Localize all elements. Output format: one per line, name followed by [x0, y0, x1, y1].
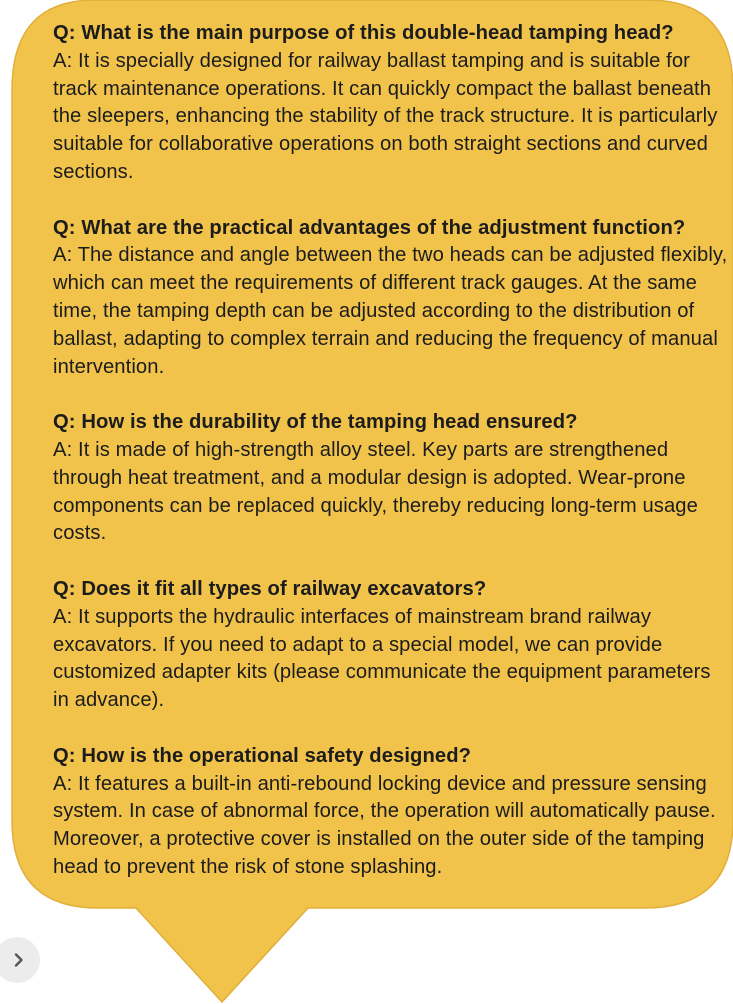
faq-item — [53, 743, 729, 882]
faq-item — [53, 20, 729, 187]
faq-answer: A: It supports the hydraulic interfaces of mainstream brand railway excavators. If you need to adapt to a special model, we can provide customized adapter kits (please communicate the equipment parameters in advance). — [53, 605, 711, 712]
faq-item — [53, 576, 729, 715]
faq-answer: A: It features a built-in anti-rebound locking device and pressure sensing system. In case of abnormal force, the operation will automatically pause. Moreover, a protective cover is installed on the outer side of the tamping head to prevent the risk of stone splashing. — [53, 772, 716, 878]
faq-question: Q: How is the operational safety designed? — [53, 744, 472, 767]
faq-item — [53, 409, 729, 548]
faq-answer: A: It is specially designed for railway ballast tamping and is suitable for track maintenance operations. It can quickly compact the ballast beneath the sleepers, enhancing the stability of the track structure. It is particularly suitable for collaborative operations on both straight sections and curved sections. — [53, 49, 718, 183]
chevron-right-icon — [11, 952, 27, 968]
faq-question: Q: What is the main purpose of this double-head tamping head? — [53, 22, 674, 44]
faq-answer: A: The distance and angle between the two heads can be adjusted flexibly, which can meet the requirements of different track gauges. At the same time, the tamping depth can be adjusted according to the distribution of ballast, adapting to complex terrain and reducing the frequency of manual intervention. — [53, 244, 728, 378]
faq-question: Q: How is the durability of the tamping head ensured? — [53, 411, 578, 434]
faq-question: Q: What are the practical advantages of the adjustment function? — [53, 216, 686, 239]
faq-answer: A: It is made of high-strength alloy steel. Key parts are strengthened through heat treatment, and a modular design is adopted. Wear-prone components can be replaced quickly, thereby reducing long-term usage costs. — [53, 438, 698, 545]
faq-list — [53, 20, 729, 910]
faq-item — [53, 215, 729, 382]
faq-question: Q: Does it fit all types of railway excavators? — [53, 577, 487, 600]
